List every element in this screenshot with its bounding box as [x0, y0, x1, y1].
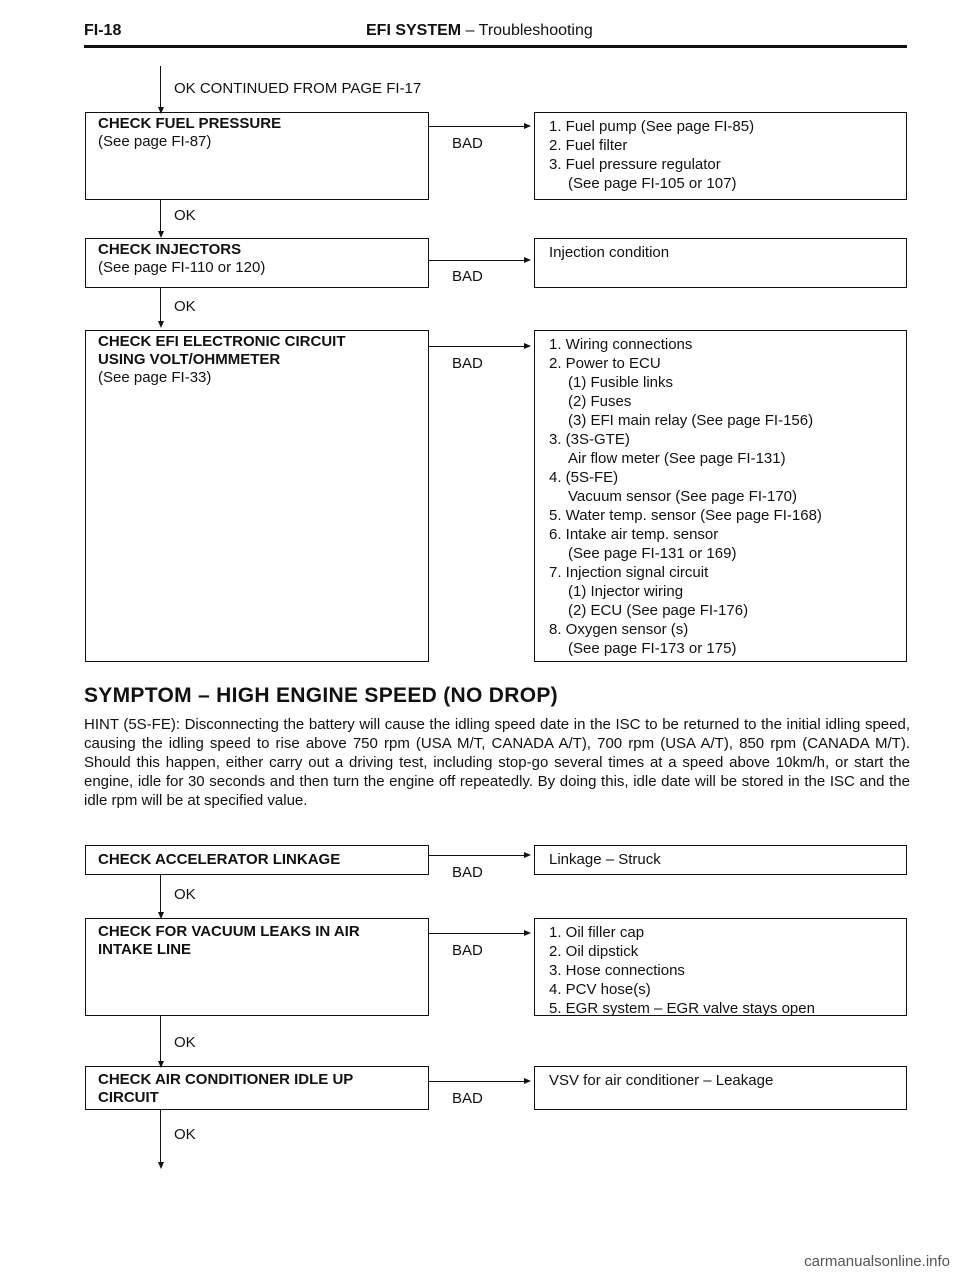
- subsection-title: – Troubleshooting: [465, 22, 593, 39]
- ok-label: OK: [174, 298, 196, 315]
- arrow-down-icon: [158, 321, 164, 328]
- result-item: 5. Water temp. sensor (See page FI-168): [549, 507, 822, 524]
- symptom-heading: SYMPTOM – HIGH ENGINE SPEED (NO DROP): [84, 684, 558, 707]
- step-title: CHECK FOR VACUUM LEAKS IN AIR: [98, 923, 360, 940]
- flow-line: [160, 66, 161, 110]
- bad-label: BAD: [452, 268, 483, 285]
- flow-line: [160, 875, 161, 915]
- arrow-right-icon: [524, 1078, 531, 1084]
- step-title: CHECK FUEL PRESSURE: [98, 115, 282, 132]
- check-efi-circuit-box: [85, 330, 429, 662]
- efi-circuit-results-box: [534, 330, 907, 662]
- arrow-right-icon: [524, 930, 531, 936]
- bad-connector: [429, 933, 527, 934]
- result-item: 8. Oxygen sensor (s): [549, 621, 689, 638]
- result-item: 4. PCV hose(s): [549, 981, 651, 998]
- ok-label: OK: [174, 1126, 196, 1143]
- vacuum-leaks-results-box: [534, 918, 907, 1016]
- check-accelerator-linkage-box: [85, 845, 429, 875]
- arrow-down-icon: [158, 1162, 164, 1169]
- result-item: VSV for air conditioner – Leakage: [549, 1072, 774, 1089]
- step-title: CHECK INJECTORS: [98, 241, 242, 258]
- bad-connector: [429, 855, 527, 856]
- check-injectors-box: [85, 238, 429, 288]
- bad-connector: [429, 1081, 527, 1082]
- step-ref: (See page FI-87): [98, 133, 212, 150]
- result-item: 3. Fuel pressure regulator: [549, 156, 721, 173]
- result-item: (See page FI-105 or 107): [568, 175, 737, 192]
- result-item: 7. Injection signal circuit: [549, 564, 709, 581]
- ok-label: OK: [174, 1034, 196, 1051]
- result-item: (2) Fuses: [568, 393, 632, 410]
- step-title: CHECK AIR CONDITIONER IDLE UP: [98, 1071, 354, 1088]
- arrow-right-icon: [524, 852, 531, 858]
- step-title: USING VOLT/OHMMETER: [98, 351, 281, 368]
- fuel-pressure-results-box: [534, 112, 907, 200]
- result-item: Linkage – Struck: [549, 851, 661, 868]
- ac-idle-up-results-box: [534, 1066, 907, 1110]
- result-item: (2) ECU (See page FI-176): [568, 602, 749, 619]
- result-item: 5. EGR system – EGR valve stays open: [549, 1000, 815, 1017]
- result-item: (3) EFI main relay (See page FI-156): [568, 412, 814, 429]
- result-item: (See page FI-131 or 169): [568, 545, 737, 562]
- check-fuel-pressure-box: [85, 112, 429, 200]
- result-item: 2. Fuel filter: [549, 137, 628, 154]
- page-number: FI-18: [84, 22, 122, 39]
- hint-paragraph: HINT (5S-FE): Disconnecting the battery will cause the idling speed date in the ISC to be returned to the initial idling speed, causing the idling speed to rise above 750 rpm (USA M/T, CANADA A/T), 700 rpm (USA A/T), 850 rpm (CANADA M/T). Should this happen, either carry out a driving test, including stop-go several times at a speed above 10km/h, or start the engine, idle for 30 seconds and then turn the engine off repeatedly. By doing this, idle date will be stored in the ISC and the idle rpm will be at specified value.: [84, 716, 910, 809]
- result-item: (1) Injector wiring: [568, 583, 684, 600]
- flow-line: [160, 1016, 161, 1064]
- flow-line: [160, 200, 161, 234]
- step-ref: (See page FI-110 or 120): [98, 259, 266, 276]
- result-item: 6. Intake air temp. sensor: [549, 526, 719, 543]
- section-title: EFI SYSTEM: [366, 22, 462, 39]
- bad-connector: [429, 260, 527, 261]
- bad-connector: [429, 346, 527, 347]
- result-item: Vacuum sensor (See page FI-170): [568, 488, 798, 505]
- result-item: 1. Wiring connections: [549, 336, 693, 353]
- flow-line: [160, 1110, 161, 1165]
- step-ref: (See page FI-33): [98, 369, 212, 386]
- bad-label: BAD: [452, 135, 483, 152]
- result-item: 3. (3S-GTE): [549, 431, 630, 448]
- step-title: INTAKE LINE: [98, 941, 192, 958]
- check-ac-idle-up-box: [85, 1066, 429, 1110]
- ok-label: OK: [174, 207, 196, 224]
- arrow-right-icon: [524, 123, 531, 129]
- bad-label: BAD: [452, 1090, 483, 1107]
- linkage-results-box: [534, 845, 907, 875]
- watermark: carmanualsonline.info: [804, 1253, 950, 1270]
- check-vacuum-leaks-box: [85, 918, 429, 1016]
- result-item: 1. Fuel pump (See page FI-85): [549, 118, 755, 135]
- flow-line: [160, 288, 161, 324]
- page-header-title: [366, 22, 593, 40]
- bad-connector: [429, 126, 527, 127]
- bad-label: BAD: [452, 942, 483, 959]
- step-title: CHECK EFI ELECTRONIC CIRCUIT: [98, 333, 346, 350]
- arrow-right-icon: [524, 257, 531, 263]
- result-item: 3. Hose connections: [549, 962, 685, 979]
- result-item: 2. Power to ECU: [549, 355, 661, 372]
- bad-label: BAD: [452, 355, 483, 372]
- result-item: 2. Oil dipstick: [549, 943, 639, 960]
- ok-label: OK: [174, 886, 196, 903]
- step-title: CIRCUIT: [98, 1089, 159, 1106]
- result-item: Air flow meter (See page FI-131): [568, 450, 786, 467]
- injectors-results-box: [534, 238, 907, 288]
- result-item: 1. Oil filler cap: [549, 924, 645, 941]
- result-item: (1) Fusible links: [568, 374, 674, 391]
- result-item: Injection condition: [549, 244, 670, 261]
- step-title: CHECK ACCELERATOR LINKAGE: [98, 851, 341, 868]
- result-item: (See page FI-173 or 175): [568, 640, 737, 657]
- result-item: 4. (5S-FE): [549, 469, 619, 486]
- bad-label: BAD: [452, 864, 483, 881]
- arrow-down-icon: [158, 231, 164, 238]
- continued-label: OK CONTINUED FROM PAGE FI-17: [174, 80, 422, 97]
- arrow-right-icon: [524, 343, 531, 349]
- header-rule: [84, 45, 907, 48]
